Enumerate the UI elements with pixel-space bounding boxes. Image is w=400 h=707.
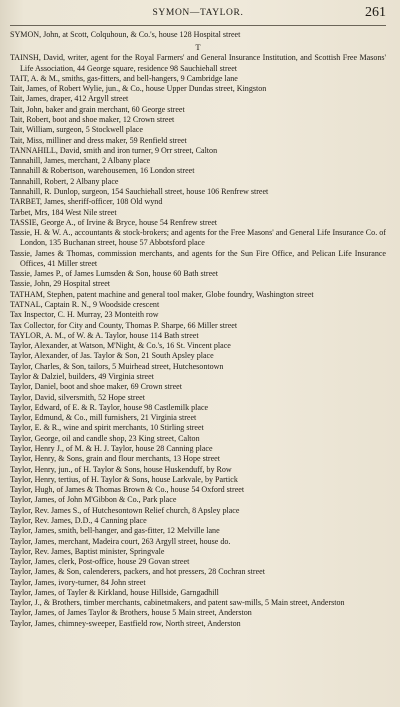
- directory-entry: Taylor, Alexander, at Watson, M'Night, & Co.'s, 16 St. Vincent place: [10, 341, 231, 351]
- directory-entry: SYMON, John, at Scott, Colquhoun, & Co.'s, house 128 Hospital street: [10, 30, 241, 39]
- directory-entry: TAINSH, David, writer, agent for the Royal Farmers' and General Insurance Institution, and Scottish Free Masons' Life Association, 44 George square, residence 98 Sauchiehall street: [10, 53, 386, 73]
- directory-entry: TANNAHILL, David, smith and iron turner, 9 Orr street, Calton: [10, 145, 218, 155]
- directory-entry: Taylor, Edward, of E. & R. Taylor, house 98 Castlemilk place: [10, 402, 209, 412]
- directory-entry: Tarbet, Mrs, 184 West Nile street: [10, 207, 117, 217]
- directory-entry: TARBET, James, sheriff-officer, 108 Old wynd: [10, 197, 163, 207]
- directory-entry: Taylor, Henry J., of M. & H. J. Taylor, house 28 Canning place: [10, 443, 213, 453]
- directory-entry: Tait, James, draper, 412 Argyll street: [10, 94, 129, 104]
- directory-entry: Taylor, Rev. James S., of Hutchesontown Relief church, 8 Apsley place: [10, 505, 240, 515]
- directory-entry: Taylor, James, merchant, Madeira court, 263 Argyll street, house do.: [10, 536, 231, 546]
- directory-entry: Taylor, Charles, & Son, tailors, 5 Muirhead street, Hutchesontown: [10, 361, 224, 371]
- directory-entry: Taylor, Edmund, & Co., mill furnishers, 21 Virginia street: [10, 413, 197, 423]
- directory-entry: Taylor, Rev. James, D.D., 4 Canning place: [10, 515, 147, 525]
- directory-entry: Taylor, James, ivory-turner, 84 John street: [10, 577, 146, 587]
- directory-entry: TATHAM, Stephen, patent machine and general tool maker, Globe foundry, Washington street: [10, 289, 314, 299]
- directory-entry: Taylor, James, of John M'Gibbon & Co., Park place: [10, 495, 177, 505]
- directory-entry: Tannahill & Robertson, warehousemen, 16 London street: [10, 166, 195, 176]
- page-number: 261: [365, 5, 386, 20]
- directory-entry: Taylor, E. & R., wine and spirit merchants, 10 Stirling street: [10, 423, 204, 433]
- directory-entry: Taylor, George, oil and candle shop, 23 King street, Calton: [10, 433, 200, 443]
- directory-entry: Tax Collector, for City and County, Thomas P. Sharpe, 66 Miller street: [10, 320, 238, 330]
- directory-entry: TAYLOR, A. M., of W. & A. Taylor, house 114 Bath street: [10, 330, 199, 340]
- directory-entry: Taylor, James, chimney-sweeper, Eastfield row, North street, Anderston: [10, 618, 241, 628]
- directory-entry: Taylor, James, of James Taylor & Brothers, house 5 Main street, Anderston: [10, 608, 252, 618]
- directory-entry: Tannahill, R. Dunlop, surgeon, 154 Sauchiehall street, house 106 Renfrew street: [10, 186, 269, 196]
- directory-entry: Taylor, Daniel, boot and shoe maker, 69 Crown street: [10, 382, 182, 392]
- page-header: [10, 5, 386, 26]
- directory-entry: TAIT, A. & M., smiths, gas-fitters, and bell-hangers, 9 Cambridge lane: [10, 73, 238, 83]
- directory-entry: Tait, James, of Robert Wylie, jun., & Co., house Upper Dundas street, Kingston: [10, 84, 267, 94]
- directory-entry: Tassie, James & Thomas, commission merchants, and agents for the Sun Fire Office, and Pelican Life Insurance Offices, 41 Miller street: [10, 248, 386, 268]
- directory-entry: Tannahill, Robert, 2 Albany place: [10, 176, 119, 186]
- directory-entry: Tait, Miss, milliner and dress maker, 59 Renfield street: [10, 135, 187, 145]
- directory-entries: [10, 30, 386, 629]
- directory-entry: Taylor, Henry, jun., of H. Taylor & Sons, house Huskenduff, by Row: [10, 464, 232, 474]
- section-letter: T: [195, 42, 201, 53]
- directory-entry: Taylor, James, & Son, calenderers, packers, and hot pressers, 28 Cochran street: [10, 567, 265, 577]
- entry-list: [10, 53, 386, 629]
- directory-entry: Taylor & Dalziel, builders, 49 Virginia street: [10, 372, 154, 381]
- directory-entry: Taylor, Hugh, of James & Thomas Brown & Co., house 54 Oxford street: [10, 485, 245, 495]
- directory-entry: TATNAL, Captain R. N., 9 Woodside crescent: [10, 300, 160, 310]
- directory-entry: Taylor, J., & Brothers, timber merchants, cabinetmakers, and patent saw-mills, 5 Main street, Anderston: [10, 598, 345, 608]
- directory-entry: Taylor, Henry, & Sons, grain and flour merchants, 13 Hope street: [10, 454, 220, 464]
- directory-entry: Taylor, James, clerk, Post-office, house 29 Govan street: [10, 557, 190, 567]
- directory-entry: Tax Inspector, C. H. Murray, 23 Monteith row: [10, 310, 159, 320]
- directory-entry: Tait, John, baker and grain merchant, 60 George street: [10, 104, 185, 114]
- directory-entry: TASSIE, George A., of Irvine & Bryce, house 54 Renfrew street: [10, 217, 218, 227]
- directory-entry: Taylor, Alexander, of Jas. Taylor & Son, 21 South Apsley place: [10, 351, 214, 361]
- directory-entry: Taylor, Rev. James, Baptist minister, Springvale: [10, 546, 165, 556]
- directory-entry: Tassie, John, 29 Hospital street: [10, 279, 111, 289]
- directory-entry: Tannahill, James, merchant, 2 Albany place: [10, 156, 151, 166]
- directory-entry: Taylor, Henry, tertius, of H. Taylor & Sons, house Larkvale, by Partick: [10, 474, 238, 484]
- directory-entry: Tassie, H. & W. A., accountants & stock-brokers; and agents for the Free Masons' and General Life Insurance Co. of London, 135 Buchanan street, house 57 Abbotsford place: [10, 228, 386, 248]
- directory-entry: Taylor, David, silversmith, 52 Hope street: [10, 392, 145, 402]
- directory-entry: Taylor, James, smith, bell-hanger, and gas-fitter, 12 Melville lane: [10, 526, 220, 536]
- running-title: SYMON—TAYLOR.: [152, 8, 244, 18]
- directory-entry: Tassie, James P., of James Lumsden & Son, house 60 Bath street: [10, 269, 218, 279]
- directory-entry: Taylor, James, of Tayler & Kirkland, house Hillside, Garngadhill: [10, 587, 219, 597]
- directory-entry: Tait, William, surgeon, 5 Stockwell place: [10, 125, 143, 135]
- directory-entry: Tait, Robert, boot and shoe maker, 12 Crown street: [10, 114, 175, 124]
